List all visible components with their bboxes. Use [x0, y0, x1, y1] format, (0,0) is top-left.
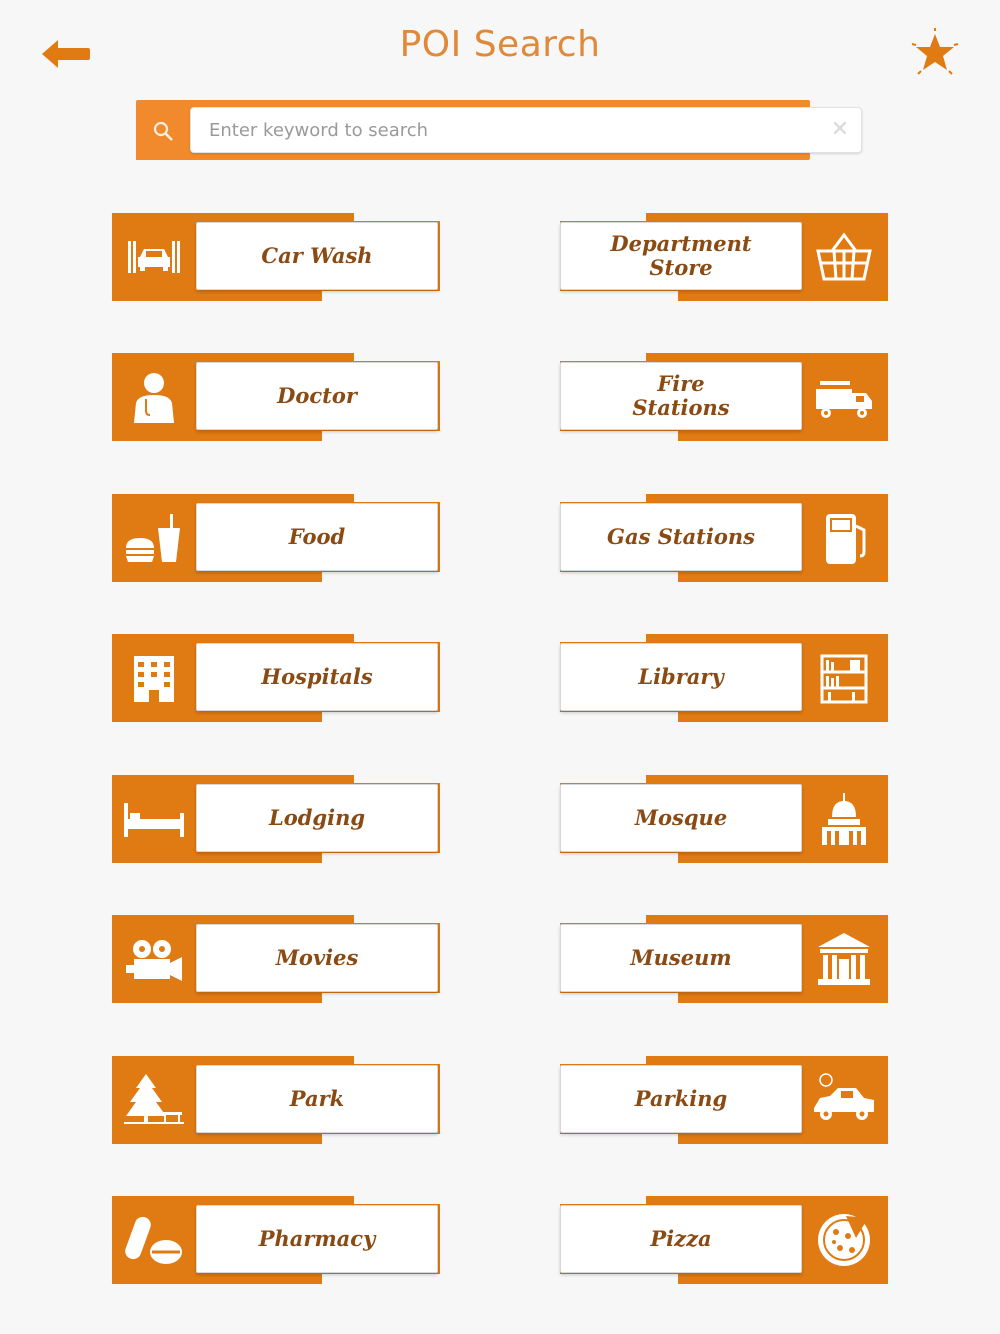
category-park[interactable]: [112, 1056, 440, 1144]
category-movies[interactable]: [112, 915, 440, 1003]
category-label: Pharmacy: [258, 1226, 376, 1251]
museum-icon: [812, 929, 876, 989]
burger-drink-icon: [122, 508, 186, 568]
parked-car-icon: [812, 1070, 876, 1130]
doctor-icon: [122, 367, 186, 427]
category-label: Food: [288, 524, 346, 549]
shopping-basket-icon: [812, 227, 876, 287]
film-camera-icon: [122, 929, 186, 989]
category-library[interactable]: [560, 634, 888, 722]
card-label-box: [560, 924, 802, 992]
category-label: Car Wash: [261, 243, 373, 268]
card-label-box: [196, 784, 438, 852]
card-label-box: [196, 362, 438, 430]
category-pharmacy[interactable]: [112, 1196, 440, 1284]
page-title: POI Search: [399, 24, 601, 65]
card-label-box: [196, 924, 438, 992]
category-label: Museum: [630, 945, 732, 970]
pills-icon: [122, 1210, 186, 1270]
category-label: Park: [289, 1086, 345, 1111]
card-label-box: [560, 503, 802, 571]
card-label-box: [560, 643, 802, 711]
category-label: Fire Stations: [632, 371, 730, 420]
card-label-box: [196, 503, 438, 571]
category-doctor[interactable]: [112, 353, 440, 441]
category-hospitals[interactable]: [112, 634, 440, 722]
category-parking[interactable]: [560, 1056, 888, 1144]
card-label-box: [560, 784, 802, 852]
category-label: Pizza: [650, 1226, 712, 1251]
card-label-box: [560, 362, 802, 430]
mosque-icon: [812, 789, 876, 849]
category-label: Library: [638, 664, 724, 689]
category-label: Gas Stations: [607, 524, 755, 549]
card-label-box: [196, 222, 438, 290]
bed-icon: [122, 789, 186, 849]
category-food[interactable]: [112, 494, 440, 582]
car-wash-icon: [122, 227, 186, 287]
hospital-building-icon: [122, 648, 186, 708]
card-label-box: [560, 1065, 802, 1133]
category-label: Parking: [634, 1086, 728, 1111]
tree-bench-icon: [122, 1070, 186, 1130]
card-label-box: [560, 222, 802, 290]
category-mosque[interactable]: [560, 775, 888, 863]
pizza-icon: [812, 1210, 876, 1270]
card-label-box: [196, 643, 438, 711]
card-label-box: [196, 1205, 438, 1273]
category-label: Hospitals: [261, 664, 373, 689]
category-lodging[interactable]: [112, 775, 440, 863]
category-fire-stations[interactable]: [560, 353, 888, 441]
category-pizza[interactable]: [560, 1196, 888, 1284]
card-label-box: [560, 1205, 802, 1273]
category-label: Doctor: [277, 383, 357, 408]
category-gas-stations[interactable]: [560, 494, 888, 582]
fuel-pump-icon: [812, 508, 876, 568]
card-label-box: [196, 1065, 438, 1133]
category-label: Movies: [275, 945, 359, 970]
category-label: Department Store: [610, 231, 752, 280]
clear-search-button[interactable]: ✕: [830, 117, 850, 142]
bookshelf-icon: [812, 648, 876, 708]
category-label: Lodging: [268, 805, 366, 830]
fire-truck-icon: [812, 367, 876, 427]
category-label: Mosque: [634, 805, 728, 830]
category-car-wash[interactable]: [112, 213, 440, 301]
category-department-store[interactable]: [560, 213, 888, 301]
category-museum[interactable]: [560, 915, 888, 1003]
